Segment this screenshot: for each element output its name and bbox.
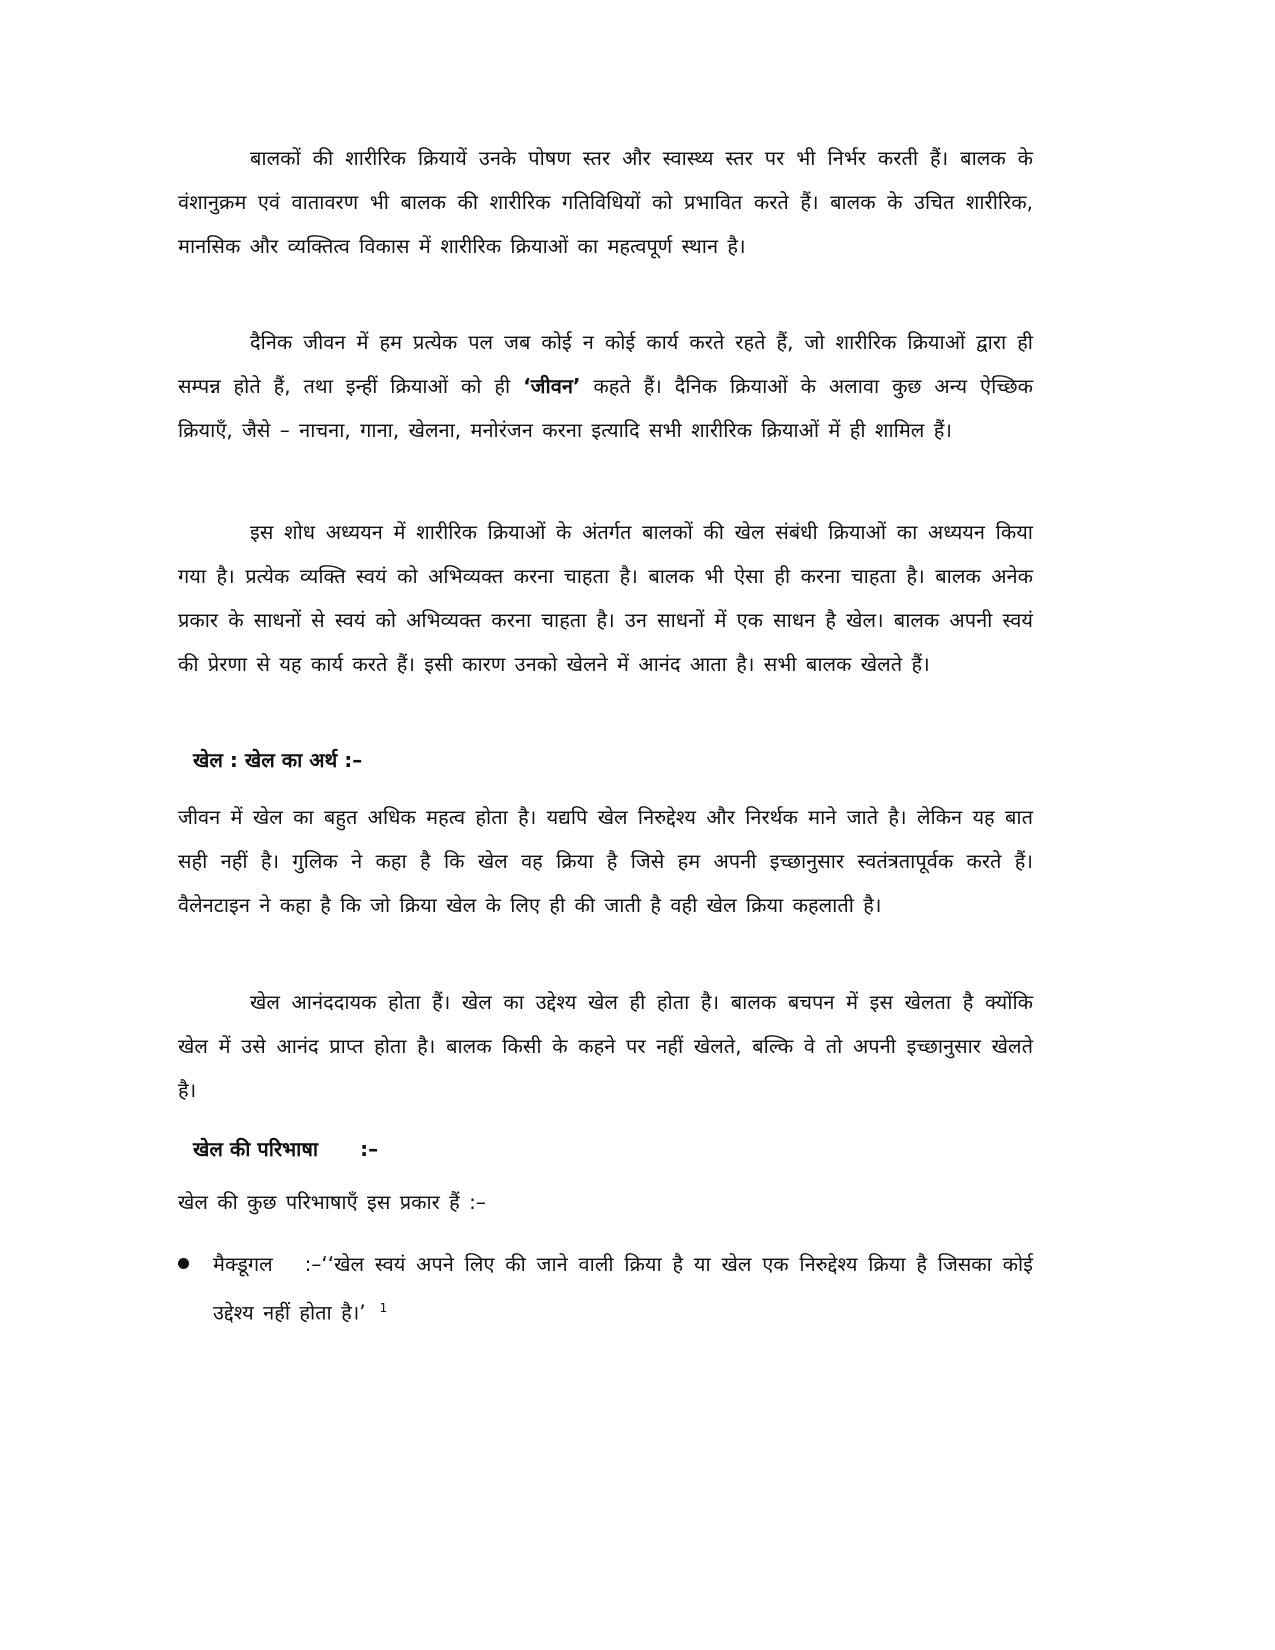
bullet-icon bbox=[178, 1258, 189, 1269]
definition-list-item bbox=[178, 1242, 1033, 1335]
paragraph-research-study: इस शोध अध्ययन में शारीरिक क्रियाओं के अंतर्गत बालकों की खेल संबंधी क्रियाओं का अध्ययन किया गया है। प्रत्येक व्यक्ति स्वयं को अभिव्यक्त करना चाहता है। बालक भी ऐसा ही करना चाहता है। बालक अनेक प्रकार के साधनों से स्वयं को अभिव्यक्त करना चाहता है। उन साधनों में एक साधन है खेल। बालक अपनी स्वयं की प्रेरणा से यह कार्य करते हैं। इसी कारण उनको खेलने में आनंद आता है। सभी बालक खेलते हैं। bbox=[178, 520, 1033, 676]
paragraph-daily-life-text-1: दैनिक जीवन में हम प्रत्येक पल जब कोई न कोई कार्य करते रहते हैं, जो शारीरिक क्रियाओं द्वारा ही सम्पन्न होते हैं, तथा इन्हीं क्रियाओं को ही bbox=[178, 330, 1033, 398]
definition-text bbox=[213, 1242, 1033, 1335]
paragraph-daily-life bbox=[178, 320, 1033, 452]
definition-heading-separator: :– bbox=[360, 1137, 379, 1161]
definition-quote: :–‘‘खेल स्वयं अपने लिए की जाने वाली क्रिया है या खेल एक निरुद्देश्य क्रिया है जिसका कोई उद्देश्य नहीं होता है।’ bbox=[213, 1252, 1033, 1325]
section-heading-meaning: खेल : खेल का अर्थ :– bbox=[193, 748, 363, 772]
section-heading-definition bbox=[193, 1134, 378, 1164]
paragraph-daily-life-text-2: कहते हैं। दैनिक क्रियाओं के अलावा कुछ अन्य ऐच्छिक क्रियाएँ, जैसे – नाचना, गाना, खेलना, मनोरंजन करना इत्यादि सभी शारीरिक क्रियाओं में ही शामिल हैं। bbox=[178, 374, 1033, 442]
definition-author: मैक्डूगल bbox=[213, 1252, 273, 1276]
footnote-reference: 1 bbox=[379, 1301, 388, 1315]
paragraph-physical-activities: बालकों की शारीरिक क्रियायें उनके पोषण स्तर और स्वास्थ्य स्तर पर भी निर्भर करती हैं। बालक के वंशानुक्रम एवं वातावरण भी बालक की शारीरिक गतिविधियों को प्रभावित करते हैं। बालक के उचित शारीरिक, मानसिक और व्यक्तित्व विकास में शारीरिक क्रियाओं का महत्वपूर्ण स्थान है। bbox=[178, 146, 1033, 258]
definition-heading-title: खेल की परिभाषा bbox=[193, 1137, 319, 1161]
emphasized-word-jeevan: ‘जीवन’ bbox=[523, 374, 581, 398]
paragraph-importance-of-play: जीवन में खेल का बहुत अधिक महत्व होता है। यद्यपि खेल निरुद्देश्य और निरर्थक माने जाते है। लेकिन यह बात सही नहीं है। गुलिक ने कहा है कि खेल वह क्रिया है जिसे हम अपनी इच्छानुसार स्वतंत्रतापूर्वक करते हैं। वैलेनटाइन ने कहा है कि जो क्रिया खेल के लिए ही की जाती है वही खेल क्रिया कहलाती है। bbox=[178, 805, 1033, 917]
paragraph-definitions-intro: खेल की कुछ परिभाषाएँ इस प्रकार हैं :– bbox=[178, 1190, 486, 1214]
paragraph-play-is-joyful: खेल आनंददायक होता हैं। खेल का उद्देश्य खेल ही होता है। बालक बचपन में इस खेलता है क्योंकि खेल में उसे आनंद प्राप्त होता है। बालक किसी के कहने पर नहीं खेलते, बल्कि वे तो अपनी इच्छानुसार खेलते है। bbox=[178, 990, 1033, 1102]
